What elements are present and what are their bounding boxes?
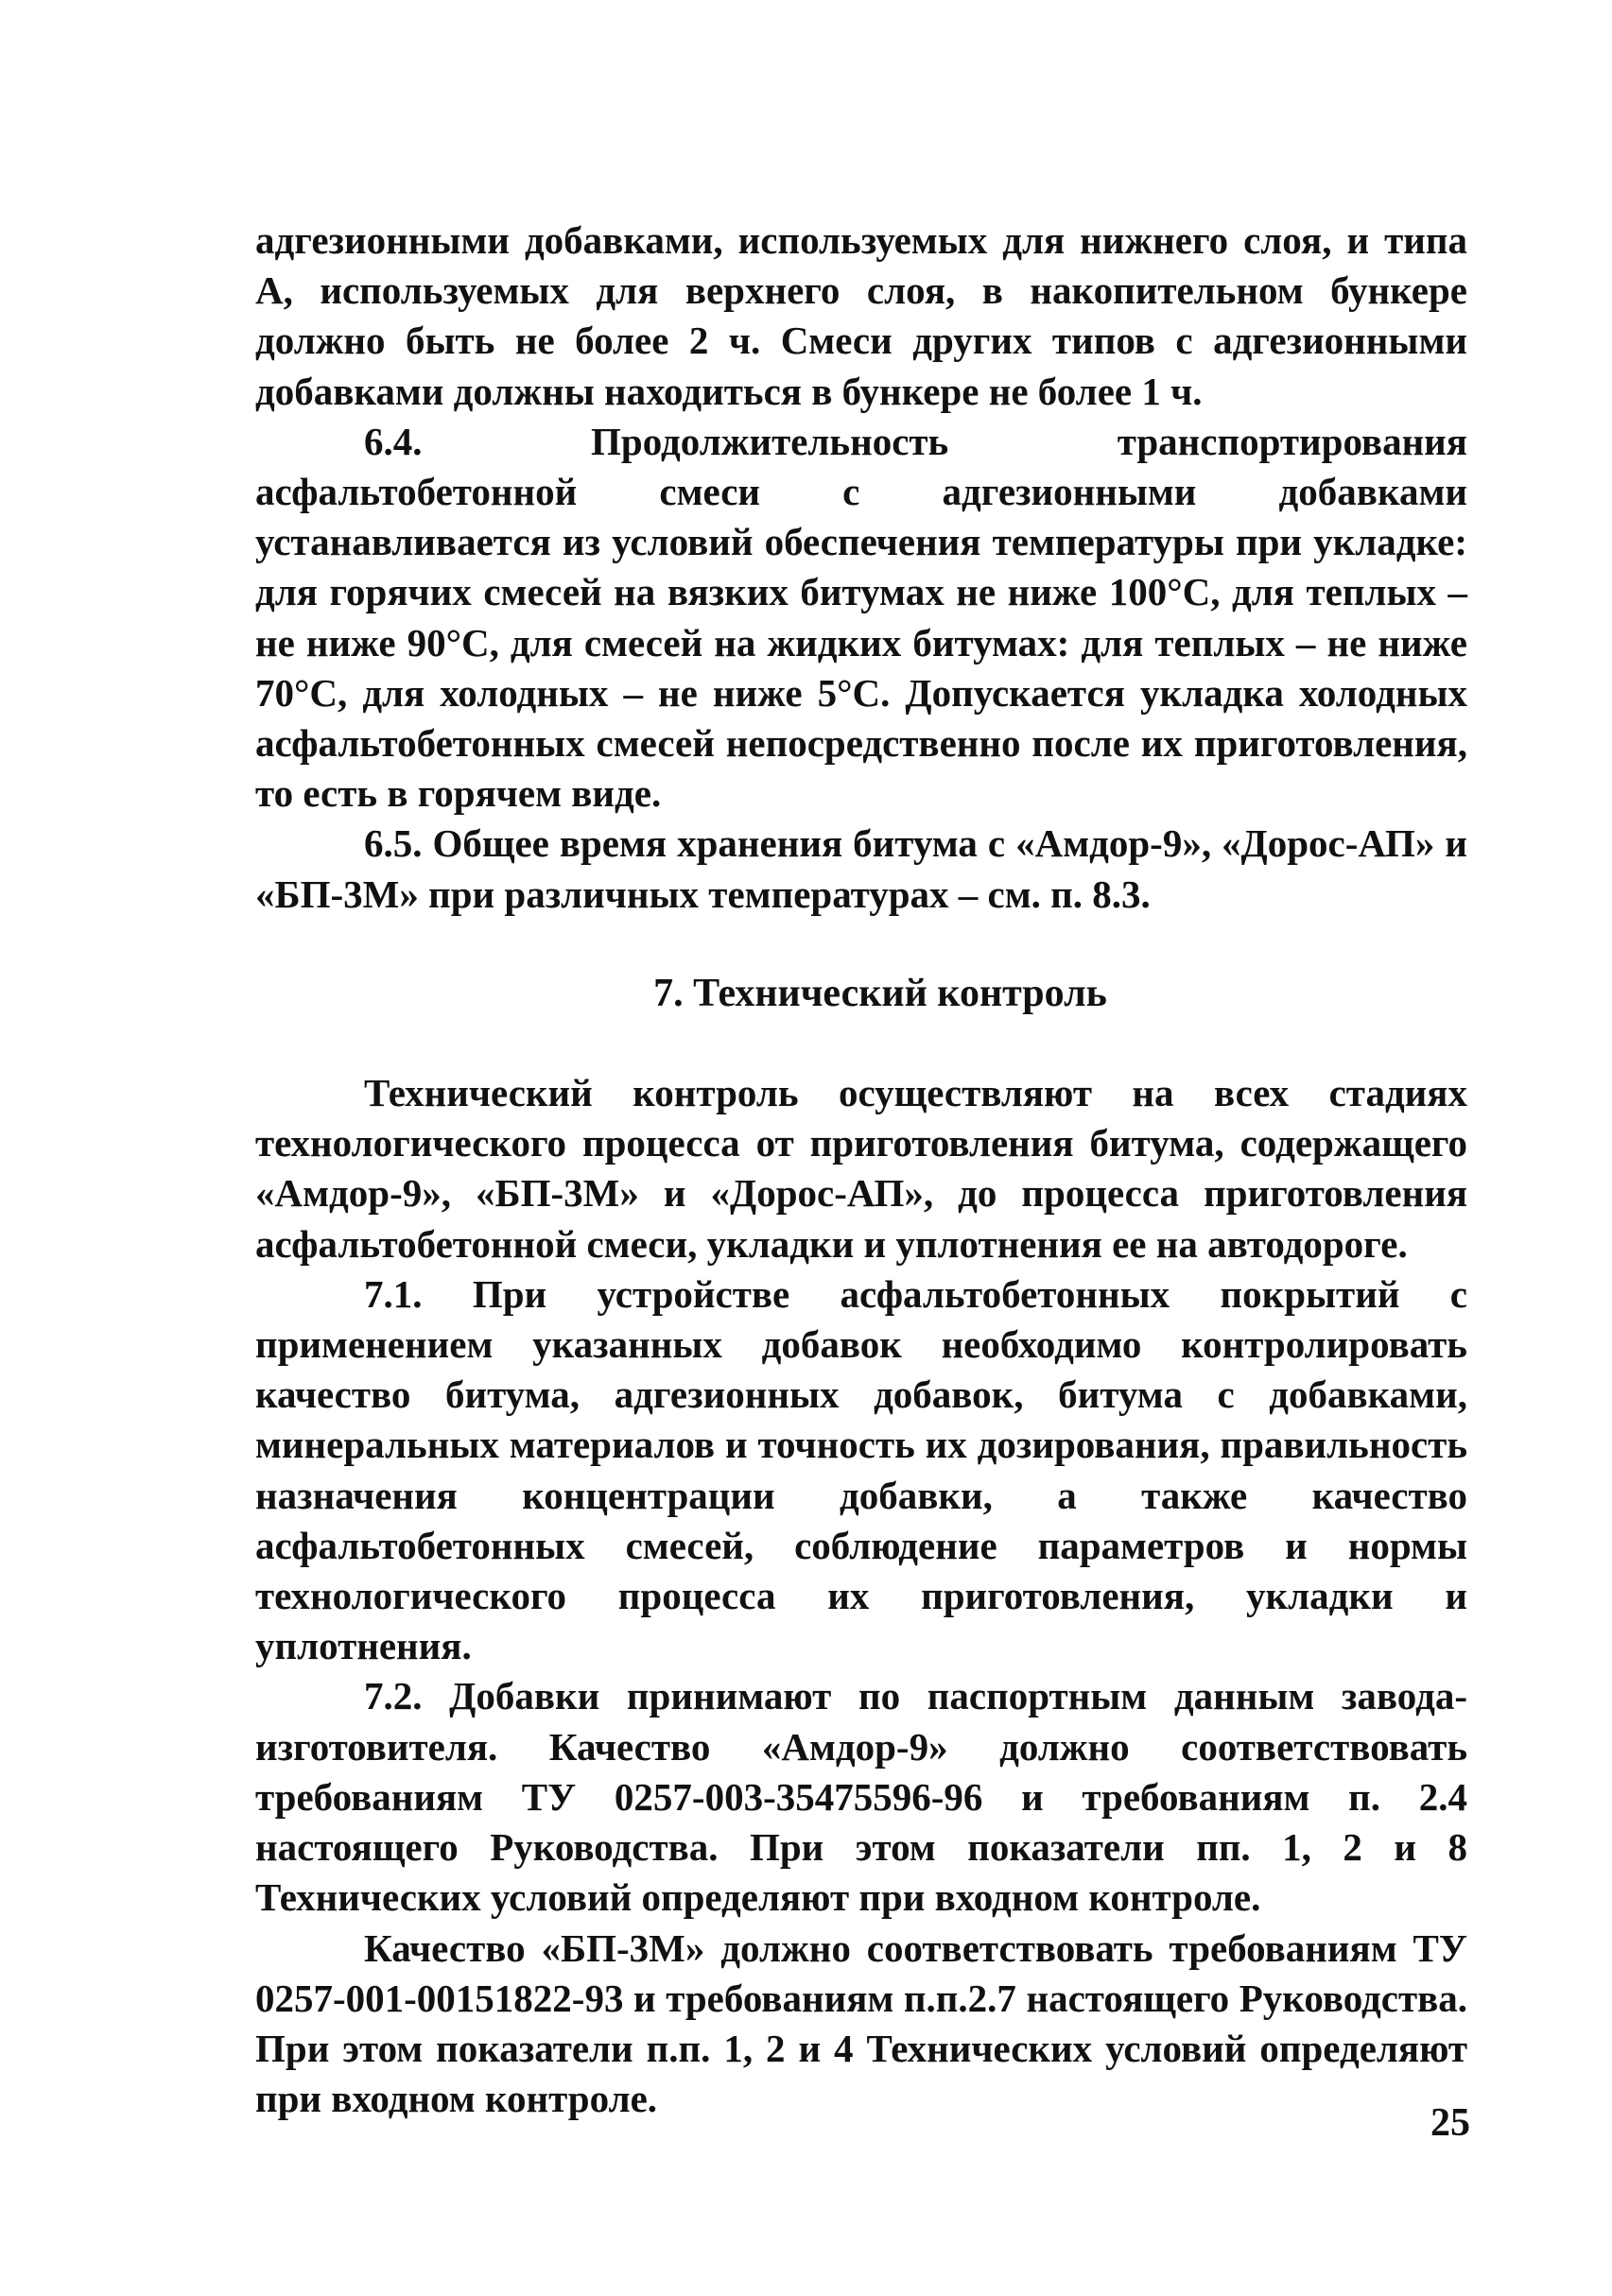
paragraph-6-5: 6.5. Общее время хранения битума с «Амдор-9», «Дорос-АП» и «БП-3М» при различных температурах – см. п. 8.3.	[255, 821, 1467, 916]
paragraph-7-1: 7.1. При устройстве асфальтобетонных покрытий с применением указанных добавок необходимо контролировать качество битума, адгезионных добавок, битума с добавками, минеральных материалов и точность их дозирования, правильность назначения концентрации добавки, а также качество асфальтобетонных смесей, соблюдение параметров и нормы технологического процесса их приготовления, укладки и уплотнения.	[255, 1271, 1467, 1668]
section-heading-7: 7. Технический контроль	[653, 971, 1107, 1015]
paragraph-6-4: 6.4. Продолжительность транспортирования асфальтобетонной смеси с адгезионными добавками устанавливается из условий обеспечения температуры при укладке: для горячих смесей на вязких битумах не ниже 100°С, для теплых – не ниже 90°С, для смесей на жидких битумах: для теплых – не ниже 70°С, для холодных – не ниже 5°С. Допускается укладка холодных асфальтобетонных смесей непосредственно после их приготовления, то есть в горячем виде.	[255, 419, 1467, 816]
page-number: 25	[1430, 2101, 1470, 2145]
document-body	[255, 216, 1467, 2124]
paragraph-bp3m-quality: Качество «БП-3М» должно соответствовать требованиям ТУ 0257-001-00151822-93 и требованиям п.п.2.7 настоящего Руководства. При этом показатели п.п. 1, 2 и 4 Технических условий определяют при входном контроле.	[255, 1925, 1467, 2121]
paragraph-7-2: 7.2. Добавки принимают по паспортным данным завода-изготовителя. Качество «Амдор-9» должно соответствовать требованиям ТУ 0257-003-35475596-96 и требованиям п. 2.4 настоящего Руководства. При этом показатели пп. 1, 2 и 8 Технических условий определяют при входном контроле.	[255, 1674, 1467, 1920]
paragraph-continued: адгезионными добавками, используемых для нижнего слоя, и типа А, используемых для верхнего слоя, в накопительном бункере должно быть не более 2 ч. Смеси других типов с адгезионными добавками должны находиться в бункере не более 1 ч.	[255, 218, 1467, 413]
paragraph-7-intro: Технический контроль осуществляют на всех стадиях технологического процесса от приготовления битума, содержащего «Амдор-9», «БП-3М» и «Дорос-АП», до процесса приготовления асфальтобетонной смеси, укладки и уплотнения ее на автодороге.	[255, 1071, 1467, 1266]
